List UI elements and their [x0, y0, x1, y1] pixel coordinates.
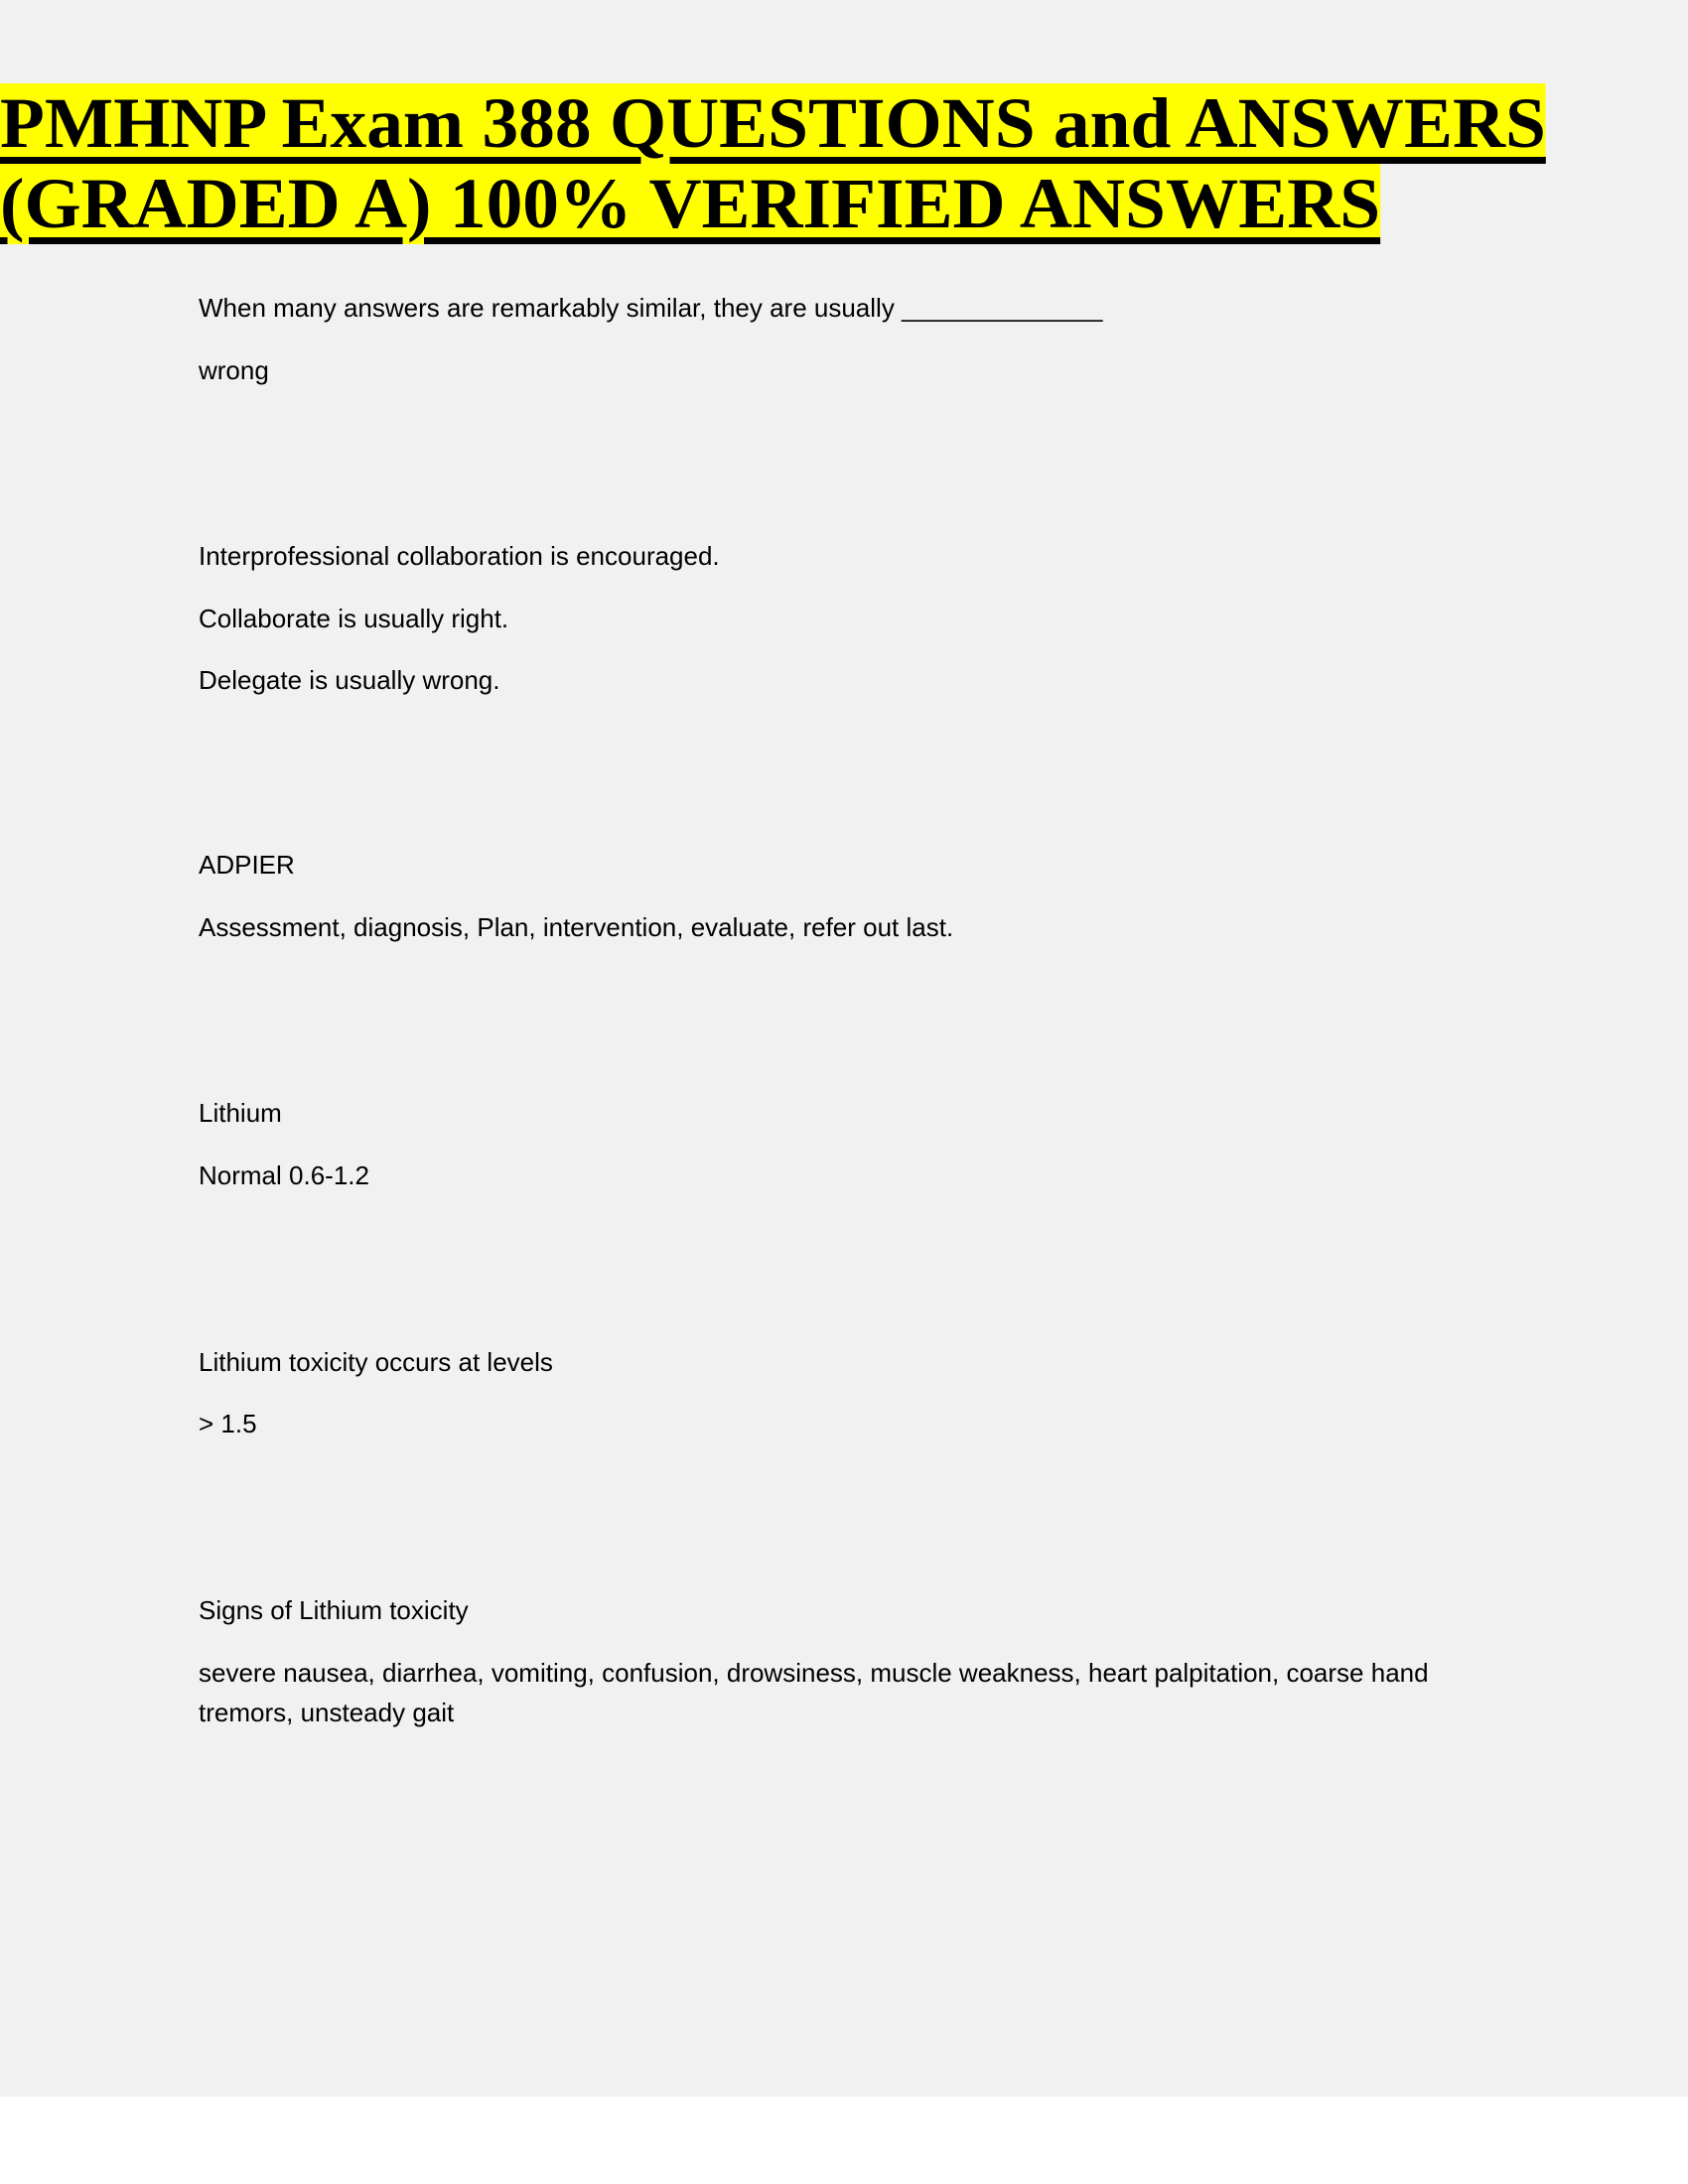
question-text: ADPIER [199, 850, 295, 880]
question-text: Lithium [199, 1098, 282, 1128]
answer-text: > 1.5 [199, 1409, 257, 1438]
answer-text: Collaborate is usually right. [199, 604, 509, 633]
question-text: When many answers are remarkably similar, they are usually ______________ [199, 293, 1103, 323]
answer-text: Normal 0.6-1.2 [199, 1160, 369, 1190]
question-text: Signs of Lithium toxicity [199, 1595, 469, 1625]
document-title [0, 83, 1546, 244]
answer-text: severe nausea, diarrhea, vomiting, confusion, drowsiness, muscle weakness, heart palpitation, coarse hand tremors, unsteady gait [199, 1658, 1429, 1727]
question-text: Interprofessional collaboration is encouraged. [199, 541, 720, 571]
title-line-2: (GRADED A) 100% VERIFIED ANSWERS [0, 164, 1381, 243]
question-text: Lithium toxicity occurs at levels [199, 1347, 553, 1377]
answer-text: Assessment, diagnosis, Plan, intervention, evaluate, refer out last. [199, 912, 954, 942]
answer-text: wrong [199, 355, 269, 385]
answer-text: Delegate is usually wrong. [199, 665, 500, 695]
title-line-1: PMHNP Exam 388 QUESTIONS and ANSWERS [0, 83, 1546, 163]
